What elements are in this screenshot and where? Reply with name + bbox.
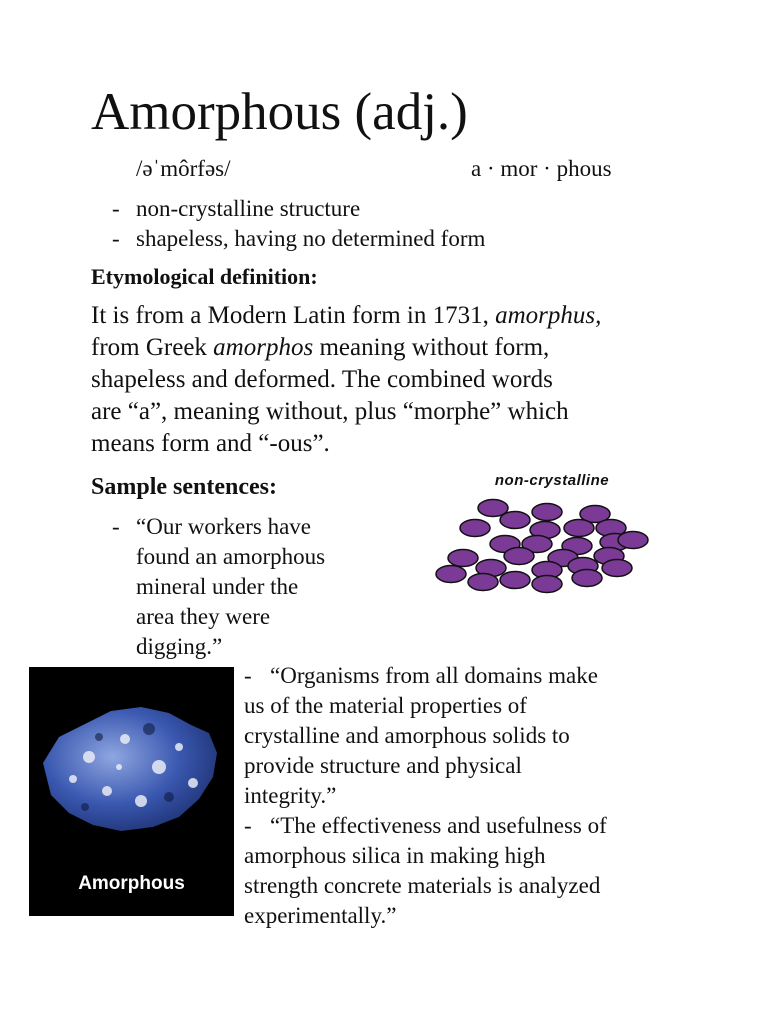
sample-line: “Organisms from all domains make (270, 663, 598, 688)
bullet-dash: - (244, 663, 252, 688)
etymology-line (91, 428, 330, 460)
sample-line: amorphous silica in making high (244, 843, 546, 868)
bullet-dash: - (244, 813, 252, 838)
sample-line: provide structure and physical (244, 753, 522, 778)
rock-image-caption: Amorphous (78, 873, 185, 894)
etymology-heading: Etymological definition: (91, 264, 318, 289)
sample-line: integrity.” (244, 783, 337, 808)
etymology-line (91, 396, 569, 428)
bullet-dash: - (112, 196, 120, 221)
particle-ellipse (532, 504, 562, 521)
etymology-text: from Greek (91, 334, 214, 361)
sample-line: mineral under the (136, 574, 299, 599)
definition-item (112, 224, 486, 254)
etymology-line (91, 364, 553, 396)
etymology-text: shapeless and deformed. The combined words (91, 366, 553, 393)
etymology-line (91, 300, 601, 332)
particle-ellipse (504, 548, 534, 565)
etymology-text: meaning without form, (313, 334, 550, 361)
particle-ellipse (564, 520, 594, 537)
bullet-dash: - (112, 226, 120, 251)
etymology-text: It is from a Modern Latin form in 1731, (91, 302, 496, 329)
particle-ellipse (572, 570, 602, 587)
pronunciation-syllables: a · mor · phous (471, 156, 612, 181)
sample-line: “The effectiveness and usefulness of (270, 813, 607, 838)
particle-ellipse (618, 532, 648, 549)
sample-line: area they were (136, 604, 271, 629)
sample-line: found an amorphous (136, 544, 326, 569)
bullet-dash: - (112, 514, 120, 539)
particle-ellipse (500, 512, 530, 529)
particle-ellipse (500, 572, 530, 589)
noncrystalline-particles-illustration (433, 498, 658, 594)
definition-item (112, 194, 361, 224)
page-title: Amorphous (adj.) (91, 83, 468, 141)
sample-line: “Our workers have (136, 514, 311, 539)
sample-line: digging.” (136, 634, 223, 659)
etymology-latin-term: amorphus, (495, 302, 602, 329)
etymology-text: means form and “-ous”. (91, 430, 330, 457)
particle-ellipse (436, 566, 466, 583)
etymology-greek-term: amorphos (213, 334, 314, 361)
sample-line: strength concrete materials is analyzed (244, 873, 601, 898)
blue-rock-icon (29, 667, 234, 872)
samples-heading: Sample sentences: (91, 474, 277, 500)
particle-ellipse (460, 520, 490, 537)
particle-ellipse (468, 574, 498, 591)
etymology-line (91, 332, 549, 364)
particle-ellipse (448, 550, 478, 567)
etymology-text: are “a”, meaning without, plus “morphe” which (91, 398, 569, 425)
sample-line: experimentally.” (244, 903, 397, 928)
pronunciation-ipa: /əˈmôrfəs/ (136, 156, 231, 181)
particle-ellipse (532, 576, 562, 593)
noncrystalline-figure-label: non-crystalline (494, 472, 610, 489)
definition-text: shapeless, having no determined form (136, 226, 486, 251)
sample-line: us of the material properties of (244, 693, 527, 718)
rock-image-panel (29, 667, 234, 916)
definition-text: non-crystalline structure (136, 196, 361, 221)
particle-ellipse (602, 560, 632, 577)
sample-line: crystalline and amorphous solids to (244, 723, 570, 748)
